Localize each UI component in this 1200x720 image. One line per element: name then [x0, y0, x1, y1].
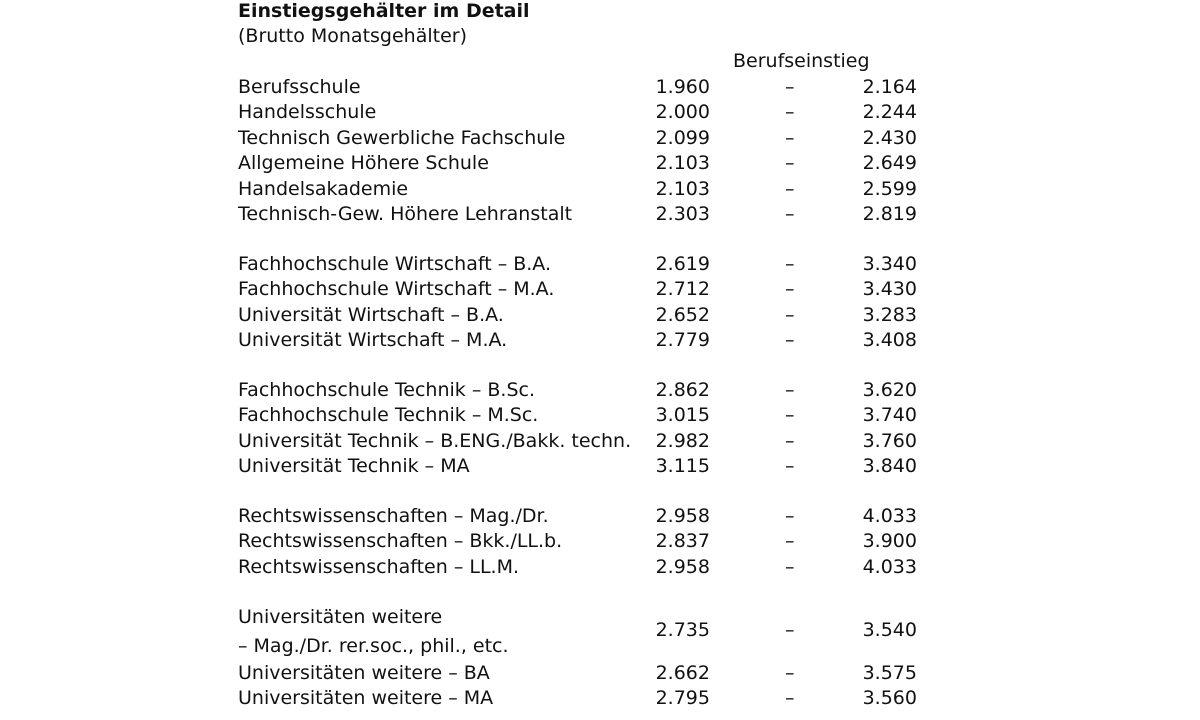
salary-max: 3.620 — [862, 379, 917, 401]
salary-max: 2.244 — [862, 101, 917, 123]
range-dash: – — [785, 76, 795, 98]
range-dash: – — [785, 404, 795, 426]
salary-max: 3.283 — [862, 304, 917, 326]
range-dash: – — [785, 556, 795, 578]
salary-max: 2.599 — [862, 178, 917, 200]
row-label: Handelsschule — [238, 101, 377, 123]
salary-min: 2.735 — [655, 619, 710, 641]
salary-min: 2.103 — [655, 178, 710, 200]
document-subtitle: (Brutto Monatsgehälter) — [238, 25, 467, 47]
range-dash: – — [785, 505, 795, 527]
document-title: Einstiegsgehälter im Detail — [238, 0, 530, 22]
range-dash: – — [785, 687, 795, 709]
row-label: Handelsakademie — [238, 178, 409, 200]
salary-max: 3.840 — [862, 455, 917, 477]
range-dash: – — [785, 455, 795, 477]
salary-min: 2.779 — [655, 329, 710, 351]
range-dash: – — [785, 152, 795, 174]
range-dash: – — [785, 430, 795, 452]
range-dash: – — [785, 253, 795, 275]
salary-min: 3.115 — [655, 455, 710, 477]
row-label: Universitäten weitere — [238, 606, 443, 628]
row-label: Fachhochschule Technik – B.Sc. — [238, 379, 535, 401]
salary-max: 3.760 — [862, 430, 917, 452]
salary-min: 2.712 — [655, 278, 710, 300]
range-dash: – — [785, 329, 795, 351]
salary-min: 2.982 — [655, 430, 710, 452]
salary-min: 2.000 — [655, 101, 710, 123]
salary-min: 2.303 — [655, 203, 710, 225]
salary-min: 2.862 — [655, 379, 710, 401]
salary-min: 2.958 — [655, 505, 710, 527]
salary-max: 3.575 — [862, 662, 917, 684]
row-label: Rechtswissenschaften – Bkk./LL.b. — [238, 530, 563, 552]
row-label: Allgemeine Höhere Schule — [238, 152, 489, 174]
column-header: Berufseinstieg — [733, 50, 870, 72]
row-label: Technisch-Gew. Höhere Lehranstalt — [238, 203, 573, 225]
salary-max: 3.540 — [862, 619, 917, 641]
row-label: Rechtswissenschaften – LL.M. — [238, 556, 520, 578]
salary-max: 3.408 — [862, 329, 917, 351]
row-label: Fachhochschule Technik – M.Sc. — [238, 404, 539, 426]
salary-max: 2.430 — [862, 127, 917, 149]
row-label-continued: – Mag./Dr. rer.soc., phil., etc. — [238, 635, 509, 657]
row-label: Rechtswissenschaften – Mag./Dr. — [238, 505, 549, 527]
salary-min: 1.960 — [655, 76, 710, 98]
range-dash: – — [785, 619, 795, 641]
row-label: Universitäten weitere – BA — [238, 662, 490, 684]
salary-max: 3.900 — [862, 530, 917, 552]
range-dash: – — [785, 203, 795, 225]
row-label: Fachhochschule Wirtschaft – B.A. — [238, 253, 552, 275]
salary-max: 2.819 — [862, 203, 917, 225]
row-label: Berufsschule — [238, 76, 361, 98]
salary-min: 2.662 — [655, 662, 710, 684]
salary-min: 2.099 — [655, 127, 710, 149]
salary-max: 4.033 — [862, 505, 917, 527]
salary-min: 2.652 — [655, 304, 710, 326]
salary-max: 3.740 — [862, 404, 917, 426]
range-dash: – — [785, 530, 795, 552]
row-label: Universität Technik – MA — [238, 455, 470, 477]
row-label: Universität Wirtschaft – M.A. — [238, 329, 508, 351]
row-label: Universität Wirtschaft – B.A. — [238, 304, 504, 326]
row-label: Technisch Gewerbliche Fachschule — [238, 127, 566, 149]
range-dash: – — [785, 101, 795, 123]
range-dash: – — [785, 662, 795, 684]
row-label: Universitäten weitere – MA — [238, 687, 494, 709]
salary-max: 3.430 — [862, 278, 917, 300]
salary-min: 2.103 — [655, 152, 710, 174]
range-dash: – — [785, 304, 795, 326]
range-dash: – — [785, 178, 795, 200]
salary-max: 2.164 — [862, 76, 917, 98]
range-dash: – — [785, 278, 795, 300]
salary-max: 3.340 — [862, 253, 917, 275]
salary-min: 2.795 — [655, 687, 710, 709]
row-label: Fachhochschule Wirtschaft – M.A. — [238, 278, 555, 300]
salary-max: 3.560 — [862, 687, 917, 709]
salary-min: 2.619 — [655, 253, 710, 275]
salary-min: 2.837 — [655, 530, 710, 552]
row-label: Universität Technik – B.ENG./Bakk. techn. — [238, 430, 632, 452]
salary-max: 4.033 — [862, 556, 917, 578]
salary-min: 2.958 — [655, 556, 710, 578]
range-dash: – — [785, 379, 795, 401]
range-dash: – — [785, 127, 795, 149]
salary-max: 2.649 — [862, 152, 917, 174]
salary-min: 3.015 — [655, 404, 710, 426]
